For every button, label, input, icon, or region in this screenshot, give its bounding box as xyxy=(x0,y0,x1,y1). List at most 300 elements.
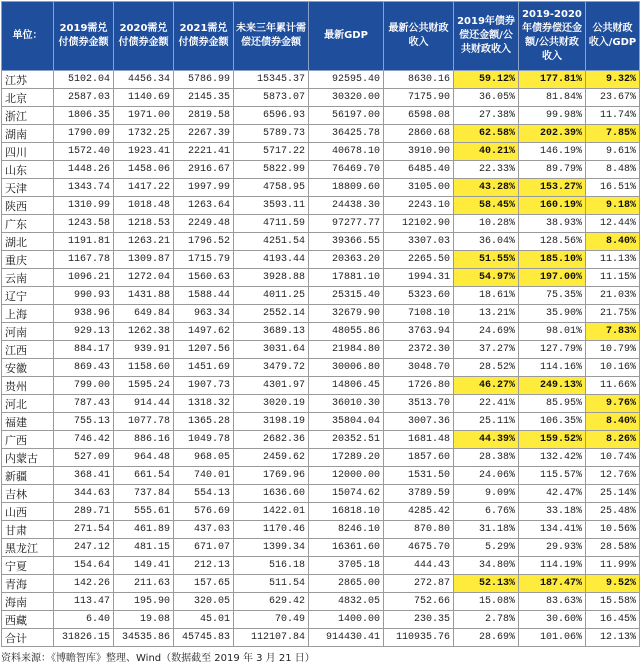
value-cell: 3031.64 xyxy=(234,341,309,359)
value-cell: 914430.41 xyxy=(309,629,384,647)
value-cell: 938.96 xyxy=(54,305,114,323)
value-cell: 16.45% xyxy=(586,611,640,629)
value-cell: 177.81% xyxy=(519,71,586,89)
value-cell: 5102.04 xyxy=(54,71,114,89)
value-cell: 2587.03 xyxy=(54,89,114,107)
value-cell: 5323.60 xyxy=(384,287,454,305)
value-cell: 30.60% xyxy=(519,611,586,629)
region-cell: 宁夏 xyxy=(2,557,54,575)
value-cell: 32679.90 xyxy=(309,305,384,323)
value-cell: 45.01 xyxy=(174,611,234,629)
value-cell: 787.43 xyxy=(54,395,114,413)
value-cell: 17289.20 xyxy=(309,449,384,467)
region-cell: 浙江 xyxy=(2,107,54,125)
value-cell: 33.18% xyxy=(519,503,586,521)
header-row xyxy=(2,2,640,71)
region-cell: 山东 xyxy=(2,161,54,179)
region-cell: 海南 xyxy=(2,593,54,611)
value-cell: 2819.58 xyxy=(174,107,234,125)
value-cell: 1318.32 xyxy=(174,395,234,413)
debt-table xyxy=(1,1,640,647)
value-cell: 1531.50 xyxy=(384,467,454,485)
value-cell: 4456.34 xyxy=(114,71,174,89)
region-cell: 山西 xyxy=(2,503,54,521)
value-cell: 114.16% xyxy=(519,359,586,377)
value-cell: 28.69% xyxy=(454,629,519,647)
table-row xyxy=(2,197,640,215)
value-cell: 1018.48 xyxy=(114,197,174,215)
region-cell: 河南 xyxy=(2,323,54,341)
value-cell: 649.84 xyxy=(114,305,174,323)
value-cell: 1167.78 xyxy=(54,251,114,269)
value-cell: 34535.86 xyxy=(114,629,174,647)
region-cell: 青海 xyxy=(2,575,54,593)
value-cell: 1170.46 xyxy=(234,521,309,539)
value-cell: 1399.34 xyxy=(234,539,309,557)
value-cell: 154.64 xyxy=(54,557,114,575)
value-cell: 15.58% xyxy=(586,593,640,611)
column-header: 2021需兑付债券金额 xyxy=(174,2,234,71)
value-cell: 755.13 xyxy=(54,413,114,431)
value-cell: 444.43 xyxy=(384,557,454,575)
value-cell: 9.32% xyxy=(586,71,640,89)
value-cell: 661.54 xyxy=(114,467,174,485)
value-cell: 3763.94 xyxy=(384,323,454,341)
value-cell: 1049.78 xyxy=(174,431,234,449)
value-cell: 25.48% xyxy=(586,503,640,521)
value-cell: 8.40% xyxy=(586,233,640,251)
value-cell: 2267.39 xyxy=(174,125,234,143)
value-cell: 76469.70 xyxy=(309,161,384,179)
table-row xyxy=(2,287,640,305)
value-cell: 1497.62 xyxy=(174,323,234,341)
value-cell: 51.55% xyxy=(454,251,519,269)
value-cell: 89.79% xyxy=(519,161,586,179)
value-cell: 1451.69 xyxy=(174,359,234,377)
value-cell: 10.79% xyxy=(586,341,640,359)
value-cell: 2243.10 xyxy=(384,197,454,215)
value-cell: 21.03% xyxy=(586,287,640,305)
region-cell: 河北 xyxy=(2,395,54,413)
value-cell: 18.61% xyxy=(454,287,519,305)
value-cell: 737.84 xyxy=(114,485,174,503)
value-cell: 15.08% xyxy=(454,593,519,611)
value-cell: 25.11% xyxy=(454,413,519,431)
value-cell: 12102.90 xyxy=(384,215,454,233)
value-cell: 6.40 xyxy=(54,611,114,629)
table-row xyxy=(2,557,640,575)
value-cell: 75.35% xyxy=(519,287,586,305)
value-cell: 1636.60 xyxy=(234,485,309,503)
value-cell: 3479.72 xyxy=(234,359,309,377)
value-cell: 4193.44 xyxy=(234,251,309,269)
table-row xyxy=(2,233,640,251)
value-cell: 52.13% xyxy=(454,575,519,593)
value-cell: 36.04% xyxy=(454,233,519,251)
value-cell: 40.21% xyxy=(454,143,519,161)
value-cell: 1588.44 xyxy=(174,287,234,305)
value-cell: 481.15 xyxy=(114,539,174,557)
value-cell: 1365.28 xyxy=(174,413,234,431)
value-cell: 752.66 xyxy=(384,593,454,611)
value-cell: 576.69 xyxy=(174,503,234,521)
value-cell: 212.13 xyxy=(174,557,234,575)
table-row xyxy=(2,143,640,161)
region-cell: 江西 xyxy=(2,341,54,359)
value-cell: 27.38% xyxy=(454,107,519,125)
value-cell: 799.00 xyxy=(54,377,114,395)
value-cell: 6485.40 xyxy=(384,161,454,179)
value-cell: 1207.56 xyxy=(174,341,234,359)
value-cell: 1806.35 xyxy=(54,107,114,125)
region-cell: 合计 xyxy=(2,629,54,647)
value-cell: 2.78% xyxy=(454,611,519,629)
table-row xyxy=(2,323,640,341)
value-cell: 990.93 xyxy=(54,287,114,305)
value-cell: 159.52% xyxy=(519,431,586,449)
value-cell: 23.67% xyxy=(586,89,640,107)
value-cell: 461.89 xyxy=(114,521,174,539)
value-cell: 98.01% xyxy=(519,323,586,341)
value-cell: 1715.79 xyxy=(174,251,234,269)
region-cell: 内蒙古 xyxy=(2,449,54,467)
value-cell: 17881.10 xyxy=(309,269,384,287)
value-cell: 12.76% xyxy=(586,467,640,485)
value-cell: 70.49 xyxy=(234,611,309,629)
value-cell: 272.87 xyxy=(384,575,454,593)
table-row xyxy=(2,305,640,323)
value-cell: 914.44 xyxy=(114,395,174,413)
table-row xyxy=(2,539,640,557)
value-cell: 9.09% xyxy=(454,485,519,503)
value-cell: 24.06% xyxy=(454,467,519,485)
value-cell: 1309.87 xyxy=(114,251,174,269)
region-cell: 陕西 xyxy=(2,197,54,215)
value-cell: 35.90% xyxy=(519,305,586,323)
value-cell: 4251.54 xyxy=(234,233,309,251)
value-cell: 1595.24 xyxy=(114,377,174,395)
table-row xyxy=(2,503,640,521)
value-cell: 97277.77 xyxy=(309,215,384,233)
value-cell: 3307.03 xyxy=(384,233,454,251)
column-header: 2019-2020年债券偿还金额/公共财政收入 xyxy=(519,2,586,71)
value-cell: 746.42 xyxy=(54,431,114,449)
value-cell: 11.74% xyxy=(586,107,640,125)
value-cell: 1191.81 xyxy=(54,233,114,251)
value-cell: 101.06% xyxy=(519,629,586,647)
value-cell: 3020.19 xyxy=(234,395,309,413)
value-cell: 2459.62 xyxy=(234,449,309,467)
table-row xyxy=(2,593,640,611)
value-cell: 25315.40 xyxy=(309,287,384,305)
region-cell: 上海 xyxy=(2,305,54,323)
value-cell: 1243.58 xyxy=(54,215,114,233)
value-cell: 85.95% xyxy=(519,395,586,413)
value-cell: 344.63 xyxy=(54,485,114,503)
value-cell: 10.74% xyxy=(586,449,640,467)
value-cell: 34.80% xyxy=(454,557,519,575)
value-cell: 28.58% xyxy=(586,539,640,557)
table-row xyxy=(2,71,640,89)
table-row xyxy=(2,611,640,629)
value-cell: 2552.14 xyxy=(234,305,309,323)
value-cell: 870.80 xyxy=(384,521,454,539)
table-row xyxy=(2,413,640,431)
table-row xyxy=(2,485,640,503)
value-cell: 40678.10 xyxy=(309,143,384,161)
value-cell: 37.27% xyxy=(454,341,519,359)
value-cell: 3593.11 xyxy=(234,197,309,215)
value-cell: 5786.99 xyxy=(174,71,234,89)
value-cell: 6.76% xyxy=(454,503,519,521)
value-cell: 20352.51 xyxy=(309,431,384,449)
region-cell: 重庆 xyxy=(2,251,54,269)
value-cell: 8.26% xyxy=(586,431,640,449)
value-cell: 1400.00 xyxy=(309,611,384,629)
value-cell: 2372.30 xyxy=(384,341,454,359)
value-cell: 42.47% xyxy=(519,485,586,503)
value-cell: 1458.06 xyxy=(114,161,174,179)
region-cell: 广东 xyxy=(2,215,54,233)
value-cell: 3048.70 xyxy=(384,359,454,377)
value-cell: 10.28% xyxy=(454,215,519,233)
value-cell: 28.38% xyxy=(454,449,519,467)
value-cell: 886.16 xyxy=(114,431,174,449)
value-cell: 1726.80 xyxy=(384,377,454,395)
value-cell: 197.00% xyxy=(519,269,586,287)
value-cell: 1994.31 xyxy=(384,269,454,287)
table-row xyxy=(2,377,640,395)
value-cell: 740.01 xyxy=(174,467,234,485)
value-cell: 14806.45 xyxy=(309,377,384,395)
table-row xyxy=(2,89,640,107)
value-cell: 56197.00 xyxy=(309,107,384,125)
value-cell: 115.57% xyxy=(519,467,586,485)
value-cell: 113.47 xyxy=(54,593,114,611)
value-cell: 21.75% xyxy=(586,305,640,323)
value-cell: 1923.41 xyxy=(114,143,174,161)
value-cell: 4832.05 xyxy=(309,593,384,611)
value-cell: 36425.78 xyxy=(309,125,384,143)
value-cell: 249.13% xyxy=(519,377,586,395)
table-row xyxy=(2,629,640,647)
value-cell: 4011.25 xyxy=(234,287,309,305)
value-cell: 3689.13 xyxy=(234,323,309,341)
value-cell: 9.18% xyxy=(586,197,640,215)
value-cell: 30006.80 xyxy=(309,359,384,377)
value-cell: 9.61% xyxy=(586,143,640,161)
value-cell: 83.63% xyxy=(519,593,586,611)
value-cell: 20363.20 xyxy=(309,251,384,269)
value-cell: 1140.69 xyxy=(114,89,174,107)
value-cell: 153.27% xyxy=(519,179,586,197)
value-cell: 146.19% xyxy=(519,143,586,161)
value-cell: 10.16% xyxy=(586,359,640,377)
value-cell: 5717.22 xyxy=(234,143,309,161)
value-cell: 211.63 xyxy=(114,575,174,593)
value-cell: 16361.60 xyxy=(309,539,384,557)
value-cell: 22.33% xyxy=(454,161,519,179)
value-cell: 36010.30 xyxy=(309,395,384,413)
value-cell: 44.39% xyxy=(454,431,519,449)
value-cell: 9.76% xyxy=(586,395,640,413)
value-cell: 81.84% xyxy=(519,89,586,107)
value-cell: 4301.97 xyxy=(234,377,309,395)
value-cell: 22.41% xyxy=(454,395,519,413)
region-cell: 湖北 xyxy=(2,233,54,251)
table-row xyxy=(2,449,640,467)
value-cell: 31.18% xyxy=(454,521,519,539)
column-header: 单位： xyxy=(2,2,54,71)
source-note: 资料来源：《博瞻智库》整理、Wind（数据截至 2019 年 3 月 21 日） xyxy=(1,653,315,664)
table-row xyxy=(2,215,640,233)
value-cell: 1796.52 xyxy=(174,233,234,251)
value-cell: 35804.04 xyxy=(309,413,384,431)
value-cell: 8.48% xyxy=(586,161,640,179)
value-cell: 18809.60 xyxy=(309,179,384,197)
value-cell: 3928.88 xyxy=(234,269,309,287)
value-cell: 106.35% xyxy=(519,413,586,431)
table-row xyxy=(2,161,640,179)
value-cell: 1448.26 xyxy=(54,161,114,179)
column-header: 公共财政收入/GDP xyxy=(586,2,640,71)
table-row xyxy=(2,341,640,359)
value-cell: 11.66% xyxy=(586,377,640,395)
value-cell: 1077.78 xyxy=(114,413,174,431)
value-cell: 1310.99 xyxy=(54,197,114,215)
value-cell: 8.40% xyxy=(586,413,640,431)
value-cell: 28.52% xyxy=(454,359,519,377)
table-row xyxy=(2,575,640,593)
column-header: 最新GDP xyxy=(309,2,384,71)
value-cell: 6596.93 xyxy=(234,107,309,125)
value-cell: 4758.95 xyxy=(234,179,309,197)
value-cell: 8246.10 xyxy=(309,521,384,539)
value-cell: 59.12% xyxy=(454,71,519,89)
value-cell: 629.42 xyxy=(234,593,309,611)
value-cell: 6598.08 xyxy=(384,107,454,125)
value-cell: 9.52% xyxy=(586,575,640,593)
region-cell: 吉林 xyxy=(2,485,54,503)
value-cell: 185.10% xyxy=(519,251,586,269)
value-cell: 1971.00 xyxy=(114,107,174,125)
value-cell: 2145.35 xyxy=(174,89,234,107)
value-cell: 43.28% xyxy=(454,179,519,197)
value-cell: 4711.59 xyxy=(234,215,309,233)
value-cell: 128.56% xyxy=(519,233,586,251)
value-cell: 5789.73 xyxy=(234,125,309,143)
value-cell: 36.05% xyxy=(454,89,519,107)
column-header: 未来三年累计需偿还债券金额 xyxy=(234,2,309,71)
value-cell: 527.09 xyxy=(54,449,114,467)
table-body xyxy=(2,71,640,647)
value-cell: 48055.86 xyxy=(309,323,384,341)
value-cell: 1790.09 xyxy=(54,125,114,143)
value-cell: 1769.96 xyxy=(234,467,309,485)
value-cell: 1263.64 xyxy=(174,197,234,215)
region-cell: 云南 xyxy=(2,269,54,287)
value-cell: 110935.76 xyxy=(384,629,454,647)
value-cell: 671.07 xyxy=(174,539,234,557)
region-cell: 江苏 xyxy=(2,71,54,89)
value-cell: 142.26 xyxy=(54,575,114,593)
value-cell: 1272.04 xyxy=(114,269,174,287)
value-cell: 2865.00 xyxy=(309,575,384,593)
region-cell: 北京 xyxy=(2,89,54,107)
table-row xyxy=(2,107,640,125)
region-cell: 黑龙江 xyxy=(2,539,54,557)
value-cell: 555.61 xyxy=(114,503,174,521)
value-cell: 45745.83 xyxy=(174,629,234,647)
value-cell: 24.69% xyxy=(454,323,519,341)
value-cell: 4285.42 xyxy=(384,503,454,521)
table-row xyxy=(2,467,640,485)
value-cell: 3910.90 xyxy=(384,143,454,161)
column-header: 2019需兑付债券金额 xyxy=(54,2,114,71)
value-cell: 3705.18 xyxy=(309,557,384,575)
table-row xyxy=(2,521,640,539)
value-cell: 195.90 xyxy=(114,593,174,611)
value-cell: 7.83% xyxy=(586,323,640,341)
value-cell: 5873.07 xyxy=(234,89,309,107)
value-cell: 11.99% xyxy=(586,557,640,575)
value-cell: 38.93% xyxy=(519,215,586,233)
value-cell: 114.19% xyxy=(519,557,586,575)
value-cell: 12.13% xyxy=(586,629,640,647)
value-cell: 149.41 xyxy=(114,557,174,575)
value-cell: 99.98% xyxy=(519,107,586,125)
value-cell: 968.05 xyxy=(174,449,234,467)
table-row xyxy=(2,269,640,287)
value-cell: 12.44% xyxy=(586,215,640,233)
table-header xyxy=(2,2,640,71)
value-cell: 1560.63 xyxy=(174,269,234,287)
value-cell: 15074.62 xyxy=(309,485,384,503)
value-cell: 271.54 xyxy=(54,521,114,539)
table-row xyxy=(2,251,640,269)
value-cell: 7108.10 xyxy=(384,305,454,323)
value-cell: 54.97% xyxy=(454,269,519,287)
value-cell: 1857.60 xyxy=(384,449,454,467)
value-cell: 11.15% xyxy=(586,269,640,287)
region-cell: 广西 xyxy=(2,431,54,449)
value-cell: 21984.80 xyxy=(309,341,384,359)
value-cell: 1158.60 xyxy=(114,359,174,377)
value-cell: 112107.84 xyxy=(234,629,309,647)
value-cell: 939.91 xyxy=(114,341,174,359)
value-cell: 554.13 xyxy=(174,485,234,503)
value-cell: 3789.59 xyxy=(384,485,454,503)
value-cell: 62.58% xyxy=(454,125,519,143)
value-cell: 31826.15 xyxy=(54,629,114,647)
value-cell: 202.39% xyxy=(519,125,586,143)
value-cell: 3007.36 xyxy=(384,413,454,431)
value-cell: 7.85% xyxy=(586,125,640,143)
value-cell: 160.19% xyxy=(519,197,586,215)
debt-table-container xyxy=(1,1,639,647)
value-cell: 5822.99 xyxy=(234,161,309,179)
value-cell: 39366.55 xyxy=(309,233,384,251)
value-cell: 964.48 xyxy=(114,449,174,467)
value-cell: 2265.50 xyxy=(384,251,454,269)
value-cell: 1422.01 xyxy=(234,503,309,521)
value-cell: 2916.67 xyxy=(174,161,234,179)
value-cell: 289.71 xyxy=(54,503,114,521)
value-cell: 320.05 xyxy=(174,593,234,611)
value-cell: 5.29% xyxy=(454,539,519,557)
value-cell: 516.18 xyxy=(234,557,309,575)
value-cell: 2221.41 xyxy=(174,143,234,161)
